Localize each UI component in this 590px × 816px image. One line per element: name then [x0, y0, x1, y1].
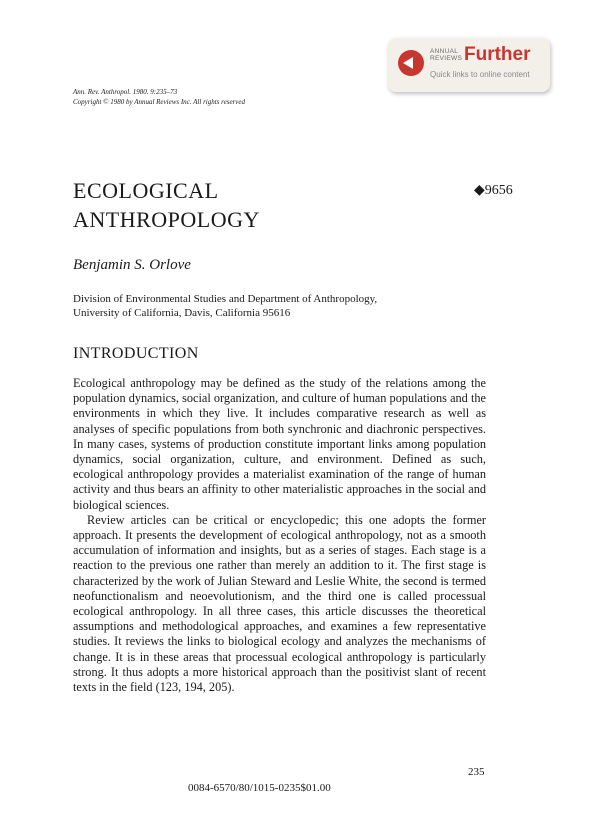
- article-id: ◆9656: [474, 183, 513, 198]
- paragraph: Ecological anthropology may be defined as the study of the relations among the population dynamics, social organization, and culture of human populations and the environments in which they live. It includes comparative research as well as analyses of specific populations from both synchronic and diachronic perspectives. In many cases, systems of production constitute important links among population dynamics, social organization, culture, and environment. Defined as such, ecological anthropology provides a materialist examination of the range of human activity and thus bears an affinity to other materialistic approaches in the social and biological sciences.: [73, 376, 486, 512]
- paragraph: Review articles can be critical or encyclopedic; this one adopts the former approach. It presents the development of ecological anthropology, not as a smooth accumulation of information and insights, but as a series of stages. Each stage is a reaction to the previous one rather than merely an addition to it. The first stage is characterized by the work of Julian Steward and Leslie White, the second is termed neofunctionalism and neoevolutionism, and the third one is called processual ecological anthropology. In all three cases, this article discusses the theoretical assumptions and methodological approaches, and examines a few representative studies. It reviews the links to biological ecology and analyzes the mechanisms of change. It is in these areas that processual ecological anthropology is particularly strong. It thus adopts a more historical approach than the positivist slant of recent texts in the field (123, 194, 205).: [73, 512, 486, 695]
- banner-title: Further: [464, 44, 531, 65]
- citation-line-2: Copyright © 1980 by Annual Reviews Inc. All rights reserved: [73, 98, 245, 106]
- title-line-2: ANTHROPOLOGY: [73, 207, 260, 232]
- affiliation-line-1: Division of Environmental Studies and Department of Anthropology,: [73, 293, 378, 305]
- banner-subtitle: Quick links to online content: [430, 70, 530, 79]
- article-title: [73, 176, 260, 234]
- footer-code: 0084-6570/80/1015-0235$01.00: [188, 782, 331, 794]
- arrow-left-circle-icon: [398, 50, 424, 76]
- section-heading: INTRODUCTION: [73, 345, 199, 362]
- author-name: Benjamin S. Orlove: [73, 257, 191, 273]
- author-affiliation: [73, 292, 377, 320]
- banner-brand: ANNUAL REVIEWS: [430, 48, 463, 62]
- body-text: [73, 376, 486, 695]
- journal-citation: [73, 87, 245, 107]
- citation-line-1: Ann. Rev. Anthropol. 1980. 9:235–73: [73, 88, 178, 96]
- title-line-1: ECOLOGICAL: [73, 178, 219, 203]
- page-number: 235: [468, 766, 485, 778]
- affiliation-line-2: University of California, Davis, California 95616: [73, 307, 291, 319]
- further-banner[interactable]: [388, 38, 550, 92]
